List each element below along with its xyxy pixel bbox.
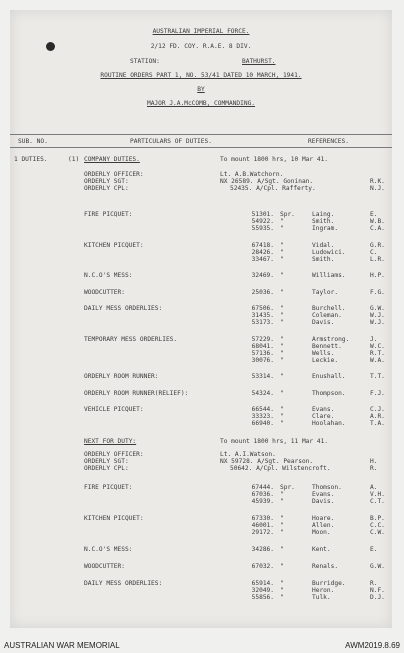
initials: W.C. <box>370 342 385 350</box>
initials: R.T. <box>370 349 385 357</box>
commander-line: MAJOR J.A.McCOMB, COMMANDING. <box>146 100 256 107</box>
duty-label: WOODCUTTER: <box>84 563 125 570</box>
rank: " <box>280 312 284 319</box>
duty-row <box>10 522 392 529</box>
duty-label: ORDERLY ROOM RUNNER(RELIEF): <box>84 389 189 397</box>
duty-label: FIRE PICQUET: <box>84 211 133 218</box>
service-number: 33323. <box>251 413 274 420</box>
service-number: 25036. <box>251 288 274 296</box>
initials: F.G. <box>370 288 385 296</box>
surname: Evans. <box>312 491 335 498</box>
duty-row <box>10 420 392 427</box>
service-number: 30076. <box>251 356 274 364</box>
rank: " <box>280 587 284 594</box>
duty-row <box>10 211 392 218</box>
service-number: 51301. <box>251 211 274 218</box>
rank: " <box>280 580 284 587</box>
service-number: 67032. <box>251 563 274 570</box>
surname: Leckie. <box>312 356 339 364</box>
service-number: 67330. <box>251 515 274 522</box>
surname: Thompson. <box>312 389 346 397</box>
rank: " <box>280 255 284 263</box>
initials: D.J. <box>370 594 385 601</box>
surname: Thomson. <box>312 484 342 491</box>
station-label: STATION: <box>130 58 160 65</box>
duty-row <box>10 272 392 279</box>
service-number: 67036. <box>251 491 274 498</box>
initials: E. <box>370 211 378 218</box>
rank: " <box>280 225 284 232</box>
rank: " <box>280 491 284 498</box>
rank: " <box>280 594 284 601</box>
section-number: 1 DUTIES. <box>14 156 48 163</box>
rank: " <box>280 305 284 312</box>
duty-label: N.C.O'S MESS: <box>84 546 133 553</box>
rank: " <box>280 319 284 326</box>
duty-row <box>10 373 392 380</box>
duty-row <box>10 242 392 249</box>
initials: A. <box>370 484 378 491</box>
duty-row <box>10 312 392 319</box>
duty-label: KITCHEN PICQUET: <box>84 241 144 249</box>
service-number: 54922. <box>251 218 274 225</box>
duty-row <box>10 305 392 312</box>
service-number: 31435. <box>251 312 274 319</box>
column-rule-top <box>10 134 392 135</box>
duty-row <box>10 515 392 522</box>
initials: B.P. <box>370 515 385 522</box>
duty-row <box>10 546 392 553</box>
duty-row <box>10 529 392 536</box>
surname: Evans. <box>312 406 335 413</box>
service-number: 33467. <box>251 255 274 263</box>
duty-label: KITCHEN PICQUET: <box>84 515 144 522</box>
duty-row <box>10 218 392 225</box>
rank: " <box>280 349 284 357</box>
rank: " <box>280 342 284 350</box>
rank: " <box>280 420 284 427</box>
col-references: REFERENCES. <box>308 138 349 145</box>
service-number: 66940. <box>251 420 274 427</box>
surname: Davis. <box>312 498 335 505</box>
duty-row <box>10 594 392 601</box>
service-number: 57229. <box>251 335 274 343</box>
rank: " <box>280 498 284 505</box>
rank: " <box>280 563 284 570</box>
rank: Spr. <box>280 484 295 491</box>
duty-row <box>10 256 392 263</box>
block1-mount: To mount 1800 hrs, 10 Mar 41. <box>220 156 329 163</box>
duty-label: DAILY MESS ORDERLIES: <box>84 580 163 587</box>
initials: H.P. <box>370 272 385 279</box>
rank: " <box>280 406 284 413</box>
surname: Tulk. <box>312 594 331 601</box>
rank: " <box>280 335 284 343</box>
service-number: 66544. <box>251 406 274 413</box>
duty-row <box>10 357 392 364</box>
footer-institution: AUSTRALIAN WAR MEMORIAL <box>4 641 120 650</box>
rank: " <box>280 515 284 522</box>
duty-row <box>10 563 392 570</box>
duty-row <box>10 484 392 491</box>
sgt-value: NX 26589. A/Sgt. Goninan. <box>220 178 314 185</box>
duty-row <box>10 413 392 420</box>
duty-label: N.C.O'S MESS: <box>84 272 133 279</box>
service-number: 57136. <box>251 349 274 357</box>
initials: W.B. <box>370 218 385 225</box>
duty-row <box>10 289 392 296</box>
service-number: 54324. <box>251 389 274 397</box>
duty-label: FIRE PICQUET: <box>84 484 133 491</box>
surname: Smith. <box>312 218 335 225</box>
initials: G.W. <box>370 305 385 312</box>
rank: " <box>280 356 284 364</box>
surname: Bennett. <box>312 342 342 350</box>
service-number: 45939. <box>251 498 274 505</box>
surname: Ludowici. <box>312 248 346 256</box>
service-number: 55856. <box>251 594 274 601</box>
rank: " <box>280 241 284 249</box>
duty-row <box>10 319 392 326</box>
block2-officer-row <box>10 451 392 458</box>
duty-row <box>10 350 392 357</box>
sgt-initials: R.K. <box>370 178 385 185</box>
officer-label: ORDERLY OFFICER: <box>84 451 144 458</box>
initials: C. <box>370 248 378 256</box>
surname: Smith. <box>312 255 335 263</box>
initials: C.J. <box>370 406 385 413</box>
initials: E. <box>370 546 378 553</box>
sgt-label: ORDERLY SGT: <box>84 458 129 465</box>
rank: Spr. <box>280 211 295 218</box>
officer-value: Lt. A.B.Watchorn. <box>220 171 284 178</box>
block2-mount: To mount 1800 hrs, 11 Mar 41. <box>220 438 329 445</box>
rank: " <box>280 288 284 296</box>
rank: " <box>280 272 284 279</box>
surname: Williams. <box>312 272 346 279</box>
cpl-label: ORDERLY CPL: <box>84 185 129 192</box>
officer-label: ORDERLY OFFICER: <box>84 171 144 178</box>
station-value: BATHURST. <box>242 58 276 65</box>
initials: C.A. <box>370 225 385 232</box>
surname: Armstrong. <box>312 335 350 343</box>
service-number: 68041. <box>251 342 274 350</box>
cpl-value: 50642. A/Cpl. Wilstencroft. <box>230 465 331 472</box>
initials: J. <box>370 335 378 343</box>
initials: G.W. <box>370 563 385 570</box>
footer-bar <box>0 639 404 653</box>
surname: Allen. <box>312 522 335 529</box>
rank: " <box>280 373 284 380</box>
duty-label: DAILY MESS ORDERLIES: <box>84 305 163 312</box>
duty-label: WOODCUTTER: <box>84 288 125 296</box>
surname: Hoare. <box>312 515 335 522</box>
duty-row <box>10 406 392 413</box>
rank: " <box>280 218 284 225</box>
service-number: 53314. <box>251 373 274 380</box>
service-number: 28426. <box>251 248 274 256</box>
service-number: 32469. <box>251 272 274 279</box>
col-sub-no: SUB. NO. <box>18 138 48 145</box>
block2-cpl-row <box>10 465 392 472</box>
sgt-initials: H. <box>370 458 378 465</box>
initials: W.J. <box>370 319 385 326</box>
initials: A.R. <box>370 413 385 420</box>
service-number: 67444. <box>251 484 274 491</box>
duty-label: VEHICLE PICQUET: <box>84 406 144 413</box>
duty-row <box>10 225 392 232</box>
duty-label: TEMPORARY MESS ORDERLIES. <box>84 335 178 343</box>
initials: L.R. <box>370 255 385 263</box>
service-number: 53173. <box>251 319 274 326</box>
service-number: 67506. <box>251 305 274 312</box>
duty-row <box>10 249 392 256</box>
surname: Burchell. <box>312 305 346 312</box>
service-number: 67418. <box>251 241 274 249</box>
initials: V.H. <box>370 491 385 498</box>
duty-label: ORDERLY ROOM RUNNER: <box>84 373 159 380</box>
surname: Moon. <box>312 529 331 536</box>
initials: T.A. <box>370 420 385 427</box>
header-unit: 2/12 FD. COY. R.A.E. 8 DIV. <box>150 43 252 50</box>
surname: Renals. <box>312 563 339 570</box>
section-sub: (1) <box>68 156 80 163</box>
duty-row <box>10 343 392 350</box>
surname: Enushall. <box>312 373 346 380</box>
initials: W.A. <box>370 356 385 364</box>
column-rule-bottom <box>10 147 392 148</box>
block1-officer-row <box>10 171 392 178</box>
surname: Kent. <box>312 546 331 553</box>
surname: Clare. <box>312 413 335 420</box>
surname: Taylor. <box>312 288 339 296</box>
cpl-value: 52435. A/Cpl. Rafferty. <box>230 185 316 192</box>
initials: W.J. <box>370 312 385 319</box>
block2-sgt-row <box>10 458 392 465</box>
service-number: 65914. <box>251 580 274 587</box>
block1-sgt-row <box>10 178 392 185</box>
service-number: 46001. <box>251 522 274 529</box>
cpl-label: ORDERLY CPL: <box>84 465 129 472</box>
surname: Laing. <box>312 211 335 218</box>
service-number: 34286. <box>251 546 274 553</box>
rank: " <box>280 546 284 553</box>
next-for-duty-title: NEXT FOR DUTY: <box>84 438 137 445</box>
section-title: COMPANY DUTIES. <box>84 156 140 163</box>
initials: C.W. <box>370 529 385 536</box>
service-number: 29172. <box>251 529 274 536</box>
duty-row <box>10 390 392 397</box>
surname: Ingram. <box>312 225 339 232</box>
cpl-initials: N.J. <box>370 185 385 192</box>
duty-row <box>10 580 392 587</box>
rank: " <box>280 389 284 397</box>
initials: F.J. <box>370 389 385 397</box>
surname: Davis. <box>312 319 335 326</box>
surname: Burridge. <box>312 580 346 587</box>
service-number: 55935. <box>251 225 274 232</box>
initials: G.R. <box>370 241 385 249</box>
rank: " <box>280 522 284 529</box>
initials: C.C. <box>370 522 385 529</box>
surname: Coleman. <box>312 312 342 319</box>
officer-value: Lt. A.I.Watson. <box>220 451 276 458</box>
initials: T.T. <box>370 373 385 380</box>
initials: R. <box>370 580 378 587</box>
sgt-label: ORDERLY SGT: <box>84 178 129 185</box>
initials: N.F. <box>370 587 385 594</box>
col-particulars: PARTICULARS OF DUTIES. <box>130 138 212 145</box>
rank: " <box>280 529 284 536</box>
surname: Heron. <box>312 587 335 594</box>
surname: Wells. <box>312 349 335 357</box>
orders-title: ROUTINE ORDERS PART 1, NO. 53/41 DATED 10 MARCH, 1941. <box>100 72 302 79</box>
initials: C.T. <box>370 498 385 505</box>
rank: " <box>280 413 284 420</box>
footer-accession: AWM2019.8.69 <box>345 641 400 650</box>
service-number: 32049. <box>251 587 274 594</box>
header-title: AUSTRALIAN IMPERIAL FORCE. <box>152 28 250 35</box>
duty-row <box>10 498 392 505</box>
rank: " <box>280 248 284 256</box>
duty-row <box>10 336 392 343</box>
typed-page <box>10 10 392 628</box>
duty-row <box>10 587 392 594</box>
cpl-initials: R. <box>370 465 378 472</box>
surname: Vidal. <box>312 241 335 249</box>
duty-row <box>10 491 392 498</box>
surname: Hoolahan. <box>312 420 346 427</box>
by-text: BY <box>197 86 205 93</box>
sgt-value: NX 59728. A/Sgt. Pearson. <box>220 458 314 465</box>
block1-cpl-row <box>10 185 392 192</box>
